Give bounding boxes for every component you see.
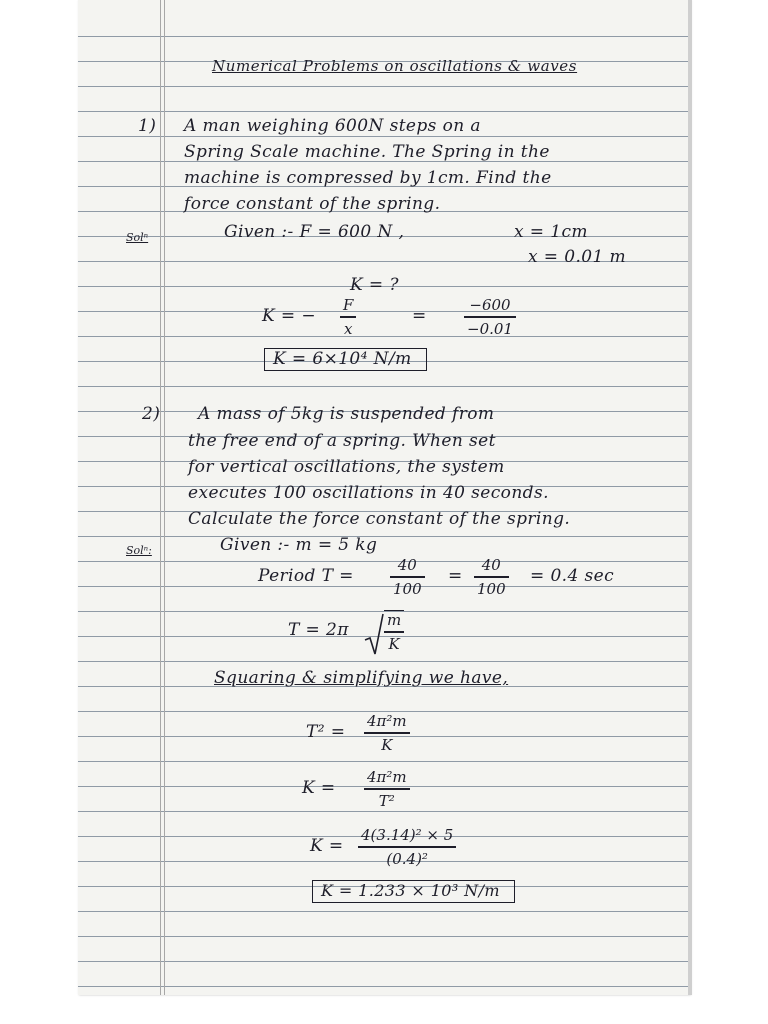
problem-2-line-1: A mass of 5kg is suspended from [198, 404, 495, 424]
fraction-bar [364, 788, 410, 790]
fraction-denominator: T² [378, 791, 395, 810]
solution-2-formula-fraction [384, 610, 404, 653]
solution-2-formula-lhs: T = 2π [288, 620, 349, 640]
fraction-denominator: x [343, 319, 353, 338]
solution-2-period-equals: = [448, 566, 463, 586]
solution-1-equals: = [412, 306, 427, 326]
fraction-denominator: −0.01 [467, 319, 513, 338]
fraction-bar [390, 576, 425, 578]
solution-2-period-label: Period T = [258, 566, 354, 586]
notebook-page [78, 0, 690, 995]
fraction-denominator: K [388, 634, 400, 653]
problem-1-number: 1) [138, 116, 157, 136]
fraction-numerator: 4π²m [367, 712, 407, 730]
fraction-numerator: m [387, 611, 402, 629]
solution-1-substitution-fraction [464, 296, 516, 338]
fraction-denominator: 100 [477, 579, 506, 598]
solution-2-squaring-text: Squaring & simplifying we have, [214, 668, 509, 688]
problem-2-line-3: for vertical oscillations, the system [188, 457, 505, 477]
fraction-numerator: 40 [481, 556, 501, 574]
fraction-bar [384, 631, 404, 633]
solution-2-period-fraction-2 [474, 556, 509, 598]
solution-1-given-x: x = 1cm [514, 222, 588, 242]
solution-2-answer: K = 1.233 × 10³ N/m [312, 880, 515, 903]
problem-1-line-1: A man weighing 600N steps on a [184, 116, 481, 136]
solution-1-formula-lhs: K = − [262, 306, 316, 326]
solution-1-find: K = ? [350, 275, 399, 295]
solution-2-k-fraction [364, 768, 410, 810]
fraction-numerator: 40 [397, 556, 417, 574]
solution-2-given: Given :- m = 5 kg [220, 535, 378, 555]
fraction-numerator: 4π²m [367, 768, 407, 786]
problem-1-line-4: force constant of the spring. [184, 194, 441, 214]
solution-2-squared-lhs: T² = [306, 722, 346, 742]
problem-2-line-2: the free end of a spring. When set [188, 431, 496, 451]
problem-2-line-5: Calculate the force constant of the spring. [188, 509, 571, 529]
fraction-bar [464, 316, 516, 318]
solution-2-k2-fraction [358, 826, 456, 868]
page-title: Numerical Problems on oscillations & waves [212, 57, 578, 75]
solution-1-label: Solⁿ [126, 231, 149, 244]
problem-1-line-2: Spring Scale machine. The Spring in the [184, 142, 550, 162]
solution-1-formula-fraction [340, 296, 356, 338]
solution-2-period-fraction [390, 556, 425, 598]
solution-2-label: Solⁿ: [126, 544, 152, 557]
margin-line [164, 0, 165, 995]
fraction-denominator: K [381, 735, 393, 754]
solution-2-k-lhs: K = [302, 778, 336, 798]
fraction-numerator: F [343, 296, 354, 314]
fraction-bar [474, 576, 509, 578]
fraction-numerator: 4(3.14)² × 5 [361, 826, 454, 844]
fraction-bar [364, 732, 410, 734]
solution-2-period-result: = 0.4 sec [530, 566, 614, 586]
fraction-bar [358, 846, 456, 848]
fraction-bar [340, 316, 356, 318]
solution-2-squared-fraction [364, 712, 410, 754]
solution-1-answer: K = 6×10⁴ N/m [264, 348, 427, 371]
solution-2-k2-lhs: K = [310, 836, 344, 856]
solution-1-given-x-m: x = 0.01 m [528, 247, 627, 267]
solution-1-given: Given :- F = 600 N , [224, 222, 405, 242]
fraction-numerator: −600 [469, 296, 511, 314]
square-root-symbol [364, 612, 384, 656]
page-edge [688, 0, 692, 995]
problem-2-line-4: executes 100 oscillations in 40 seconds. [188, 483, 549, 503]
problem-1-line-3: machine is compressed by 1cm. Find the [184, 168, 552, 188]
fraction-denominator: 100 [393, 579, 422, 598]
margin-line [160, 0, 161, 995]
fraction-denominator: (0.4)² [386, 849, 428, 868]
problem-2-number: 2) [142, 404, 161, 424]
